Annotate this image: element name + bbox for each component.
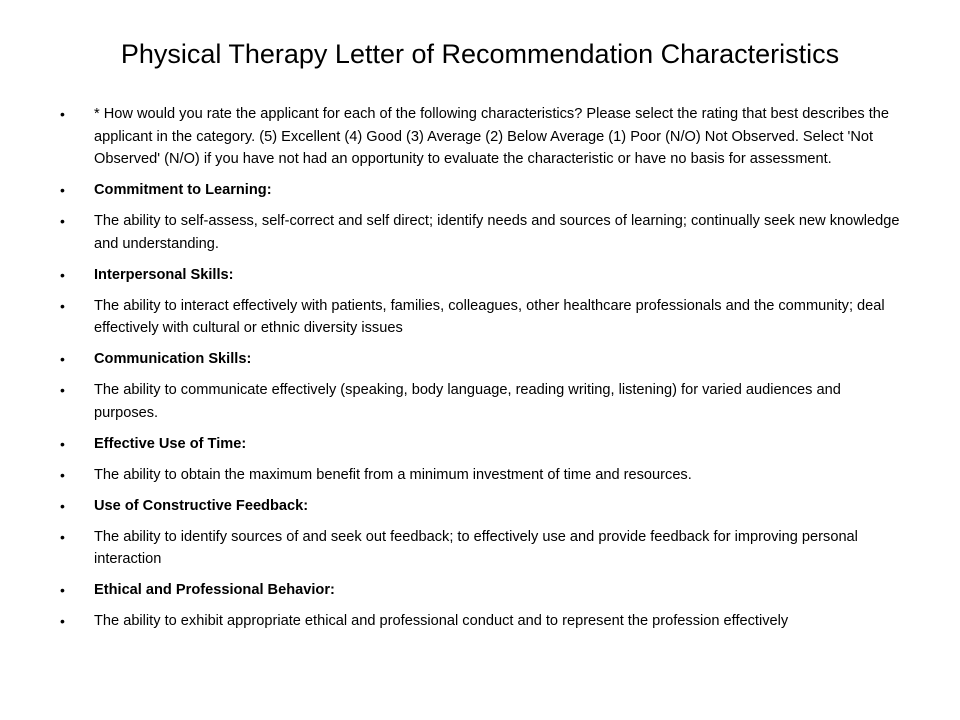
bullet-item-commitment-description [60, 210, 905, 255]
bullet-text: The ability to exhibit appropriate ethical and professional conduct and to represent the profession effectively [94, 613, 789, 629]
bullet-text: The ability to communicate effectively (speaking, body language, reading writing, listening) for varied audiences and purposes. [94, 382, 841, 421]
bullet-item-interpersonal-description [60, 295, 905, 340]
bullet-icon: • [60, 613, 65, 629]
bullet-item-ethics-heading [60, 579, 905, 602]
slide-title: Physical Therapy Letter of Recommendation Characteristics [120, 39, 840, 69]
bullet-icon: • [60, 466, 65, 483]
bullet-icon: • [60, 435, 65, 452]
bullet-heading: Interpersonal Skills: [94, 266, 234, 283]
bullet-text: The ability to self-assess, self-correct and self direct; identify needs and sources of learning; continually seek new knowledge and understanding. [94, 213, 900, 252]
bullet-icon: • [60, 213, 65, 229]
bullet-item-feedback-heading [60, 495, 905, 518]
bullet-heading: Communication Skills: [94, 351, 252, 367]
bullet-text: * How would you rate the applicant for each of the following characteristics? Please select the rating that best describes the applicant in the category. (5) Excellent (4) Good (3) Average (2) Below Average (1) Poor (N/O) Not Observed. Select 'Not Observed' (N/O) if you have not had an opportunity to evaluate the characteristic or have no basis for assessment. [94, 106, 889, 167]
bullet-heading: Use of Constructive Feedback: [94, 497, 309, 514]
bullet-item-time-description [60, 464, 905, 487]
bullet-icon: • [60, 582, 65, 598]
bullet-icon: • [60, 351, 65, 367]
bullet-text: The ability to interact effectively with patients, families, colleagues, other healthcare professionals and the community; deal effectively with cultural or ethnic diversity issues [94, 297, 885, 336]
bullet-heading: Commitment to Learning: [94, 182, 272, 198]
bullet-item-communication-description [60, 379, 905, 424]
bullet-item-communication-heading [60, 348, 905, 371]
bullet-heading: Effective Use of Time: [94, 435, 247, 452]
bullet-icon: • [60, 106, 65, 122]
bullet-icon: • [60, 182, 65, 198]
bullet-item-commitment-heading [60, 179, 905, 202]
bullet-item-interpersonal-heading [60, 264, 905, 287]
bullet-icon: • [60, 497, 65, 514]
bullet-text: The ability to identify sources of and seek out feedback; to effectively use and provide feedback for improving personal interaction [94, 528, 858, 567]
bullet-icon: • [60, 297, 65, 314]
bullet-item-rating-instructions [60, 103, 905, 171]
bullet-icon: • [60, 382, 65, 398]
bullet-item-time-heading [60, 433, 905, 456]
bullet-list [60, 103, 905, 641]
bullet-item-ethics-description [60, 610, 905, 633]
bullet-text: The ability to obtain the maximum benefit from a minimum investment of time and resources. [94, 466, 692, 483]
bullet-icon: • [60, 528, 65, 545]
bullet-icon: • [60, 266, 65, 283]
bullet-item-feedback-description [60, 526, 905, 571]
bullet-heading: Ethical and Professional Behavior: [94, 582, 335, 598]
